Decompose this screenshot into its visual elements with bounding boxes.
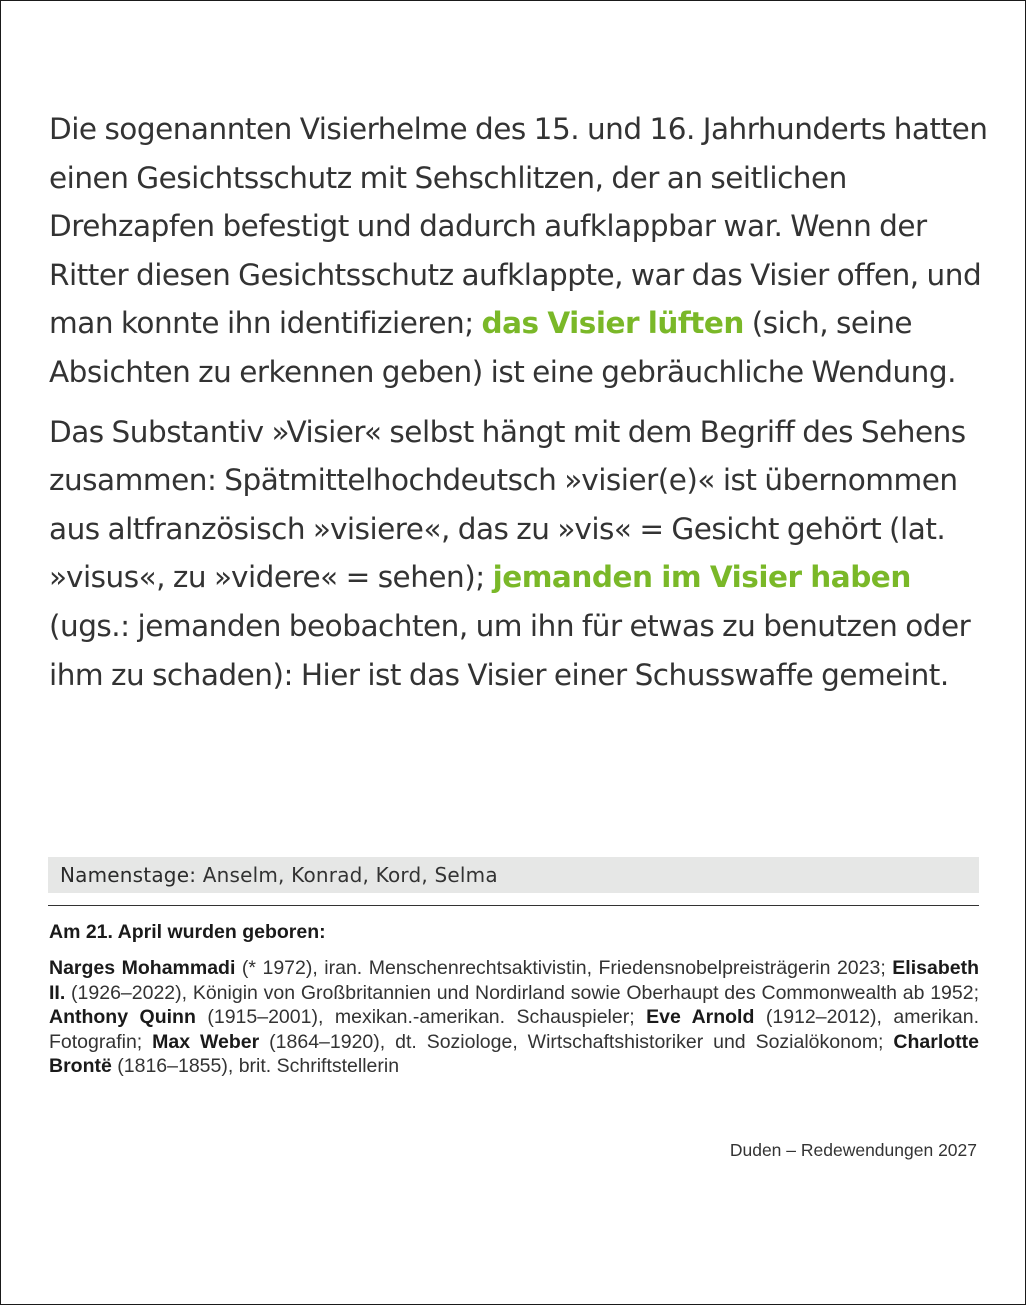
person-desc: (1816–1855), brit. Schriftstellerin: [111, 1055, 400, 1078]
paragraph-1: Die sogenannten Visierhelme des 15. und 16. Jahrhunderts hatten einen Gesichtsschutz mit Sehschlitzen, der an seitlichen Drehzapfen befestigt und dadurch aufklappbar war. Wenn der Ritter diesen Gesichtsschutz aufklappte, war das Visier offen, und man konnte ihn identifizieren; das Visier lüften (sich, seine Absichten zu erkennen geben) ist eine gebräuchliche Wendung.: [49, 112, 988, 389]
idiom-highlight: jemanden im Visier haben: [492, 560, 911, 595]
main-text: [49, 105, 989, 699]
person-name: Max Weber: [152, 1030, 260, 1053]
person-name: Eve Arnold: [646, 1006, 755, 1029]
person-name: Narges Mohammadi: [49, 957, 236, 979]
person-desc: (1915–2001), mexikan.-amerikan. Schauspieler;: [195, 1006, 647, 1029]
person-desc: (1912–2012), amerikan. Fotografin;: [49, 1006, 979, 1053]
footer-source: Duden – Redewendungen 2027: [729, 1140, 977, 1160]
namenstage-names: Anselm, Konrad, Kord, Selma: [202, 863, 498, 887]
person-desc: (1864–1920), dt. Soziologe, Wirtschaftshistoriker und Sozialökonom;: [259, 1030, 894, 1053]
namenstage-label: Namenstage:: [60, 863, 197, 887]
person-name: Elisabeth II.: [49, 957, 979, 1004]
person-desc: (1926–2022), Königin von Großbritannien und Nordirland sowie Oberhaupt des Commonwealth ab 1952;: [65, 981, 979, 1004]
namenstage-bar: [48, 857, 979, 893]
born-heading: Am 21. April wurden geboren:: [49, 921, 326, 943]
person-name: Anthony Quinn: [49, 1006, 196, 1029]
idiom-highlight: das Visier lüften: [481, 306, 744, 341]
divider: [48, 905, 979, 906]
born-list: [49, 956, 979, 1079]
person-desc: (* 1972), iran. Menschenrechtsaktivistin, Friedensnobelpreisträgerin 2023;: [235, 957, 893, 979]
paragraph-2: Das Substantiv »Visier« selbst hängt mit dem Begriff des Sehens zusammen: Spätmittelhochdeutsch »visier(e)« ist übernommen aus altfranzösisch »visiere«, das zu »vis« = Gesicht gehört (lat. »visus«, zu »videre« = sehen); jemanden im Visier haben (ugs.: jemanden beobachten, um ihn für etwas zu benutzen oder ihm zu schaden): Hier ist das Visier einer Schusswaffe gemeint.: [49, 414, 971, 692]
person-name: Charlotte Brontë: [49, 1030, 979, 1078]
